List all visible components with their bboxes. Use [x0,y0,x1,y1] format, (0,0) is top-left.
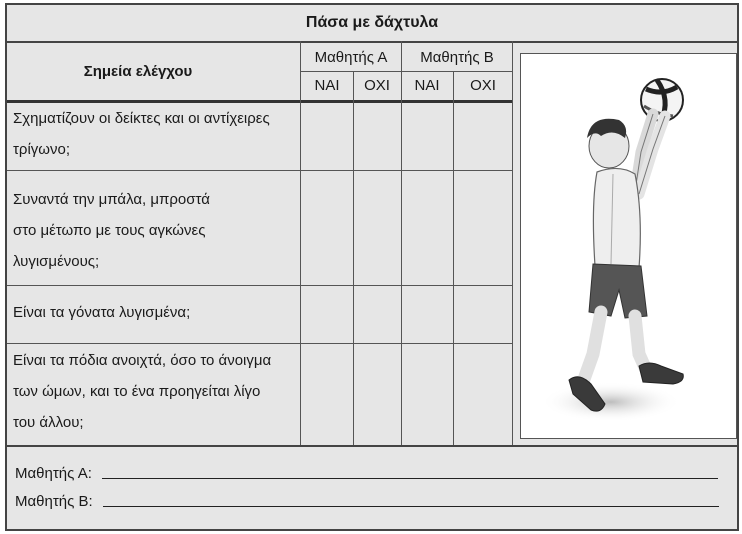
student-b-yes-cell[interactable] [402,171,453,285]
student-b-no-cell[interactable] [454,103,512,170]
volleyball-player-illustration [520,53,737,439]
criteria-header [7,41,299,101]
student-a-yes-cell[interactable] [301,286,353,343]
checklist-sheet [5,3,739,531]
criterion-row [13,297,297,328]
criterion-row [13,103,297,165]
student-a-header: Μαθητής Α [314,48,388,66]
student-a-no-cell[interactable] [354,286,401,343]
student-b-label: Μαθητής Β: [15,493,93,510]
criteria-header-label: Σημεία ελέγχου [83,62,193,80]
criterion-line: Είναι τα πόδια ανοιχτά, όσο το άνοιγμα [13,352,272,369]
student-a-yes-cell[interactable] [301,171,353,285]
checklist-table [7,41,513,445]
student-a-no-cell[interactable] [354,103,401,170]
column-divider [512,41,513,445]
student-a-answer-line[interactable] [102,478,718,479]
criterion-line: στο μέτωπο με τους αγκώνες [13,222,206,239]
criterion-line: Σχηματίζουν οι δείκτες και οι αντίχειρες [13,110,270,127]
student-a-yes-cell[interactable] [301,103,353,170]
header-divider [301,71,513,72]
student-b-no-cell[interactable] [454,171,512,285]
criterion-line: λυγισμένους; [13,253,100,270]
student-b-yes-header: ΝΑΙ [414,76,440,94]
criterion-line: Συναντά την μπάλα, μπροστά [13,191,210,208]
student-b-no-header: ΟΧΙ [470,76,496,94]
student-a-no-header: ΟΧΙ [364,76,390,94]
student-a-yes-header: ΝΑΙ [314,76,340,94]
student-b-answer-line[interactable] [103,506,719,507]
criterion-line: τρίγωνο; [13,141,71,158]
illustration-panel [520,53,737,441]
criterion-row [13,345,297,438]
criterion-line: Είναι τα γόνατα λυγισμένα; [13,304,191,321]
criterion-line: των ώμων, και το ένα προηγείται λίγο [13,383,261,400]
student-b-no-cell[interactable] [454,344,512,445]
student-b-yes-cell[interactable] [402,103,453,170]
volleyball-player-icon [521,54,736,438]
footer [7,445,737,531]
criterion-line: του άλλου; [13,414,84,431]
student-b-no-cell[interactable] [454,286,512,343]
student-a-line [15,465,718,482]
student-a-no-cell[interactable] [354,344,401,445]
page-title: Πάσα με δάχτυλα [7,5,737,43]
student-a-no-cell[interactable] [354,171,401,285]
student-b-yes-cell[interactable] [402,286,453,343]
student-b-yes-cell[interactable] [402,344,453,445]
student-a-yes-cell[interactable] [301,344,353,445]
student-b-line [15,493,719,510]
criterion-row [13,184,297,277]
student-a-label: Μαθητής Α: [15,465,92,482]
student-b-header: Μαθητής Β [420,48,494,66]
